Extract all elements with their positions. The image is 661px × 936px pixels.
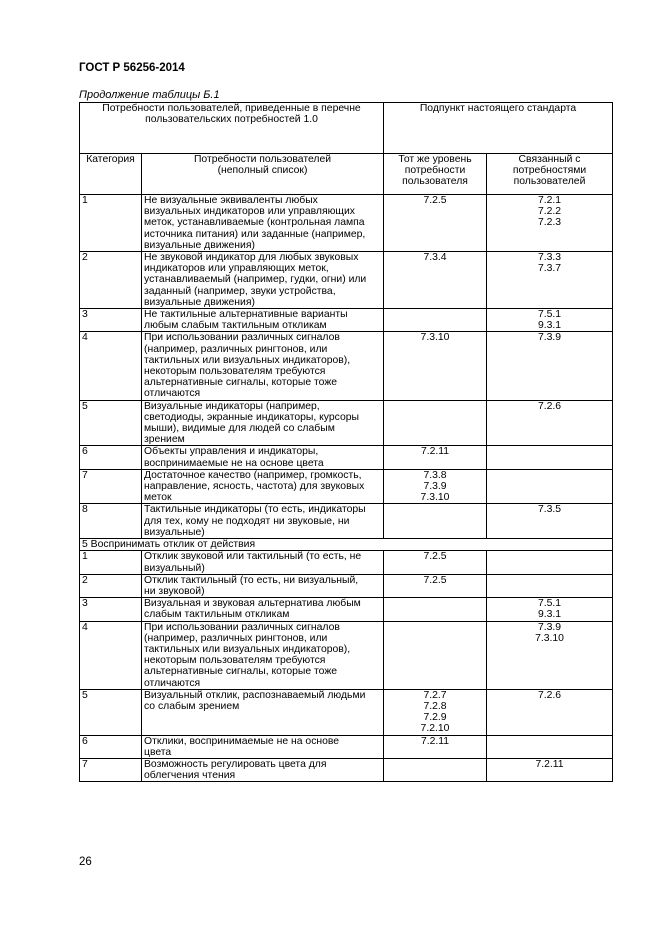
same-level-cell: 7.2.11 [384,735,487,758]
related-cell: 7.2.6 [487,689,613,735]
category-cell: 2 [80,574,142,597]
need-cell: Объекты управления и индикаторы, воспринимаемые не на основе цвета [142,446,384,469]
need-cell: Визуальный отклик, распознаваемый людьми со слабым зрением [142,689,384,735]
table-body [80,195,613,782]
same-level-cell [384,598,487,621]
same-level-cell: 7.3.8 7.3.9 7.3.10 [384,469,487,504]
need-cell: Возможность регулировать цвета для облегчения чтения [142,758,384,781]
table-row [80,446,613,469]
same-level-cell: 7.2.11 [384,446,487,469]
category-cell: 6 [80,735,142,758]
category-cell: 4 [80,621,142,689]
table-row [80,195,613,252]
need-cell: Визуальные индикаторы (например, светодиоды, экранные индикаторы, курсоры мыши), видимые для людей со слабым зрением [142,400,384,446]
related-cell: 7.3.9 7.3.10 [487,621,613,689]
related-cell [487,446,613,469]
category-cell: 8 [80,504,142,539]
category-cell: 7 [80,469,142,504]
table-row [80,252,613,309]
same-level-cell [384,504,487,539]
related-cell [487,574,613,597]
related-cell: 7.2.1 7.2.2 7.2.3 [487,195,613,252]
need-cell: Не звуковой индикатор для любых звуковых индикаторов или управляющих меток, устанавливаемый (например, гудки, огни) или заданный (например, звуки устройства, визуальные движения) [142,252,384,309]
need-cell: Отклик звуковой или тактильный (то есть, не визуальный) [142,551,384,574]
need-cell: Визуальная и звуковая альтернатива любым слабым тактильным откликам [142,598,384,621]
related-cell [487,735,613,758]
same-level-cell: 7.2.5 [384,574,487,597]
need-cell: Достаточное качество (например, громкость, направление, ясность, частота) для звуковых меток [142,469,384,504]
need-cell: Не тактильные альтернативные варианты любым слабым тактильным откликам [142,309,384,332]
related-cell: 7.3.5 [487,504,613,539]
category-cell: 7 [80,758,142,781]
table-row [80,504,613,539]
need-cell: Отклик тактильный (то есть, ни визуальный, ни звуковой) [142,574,384,597]
need-cell: Тактильные индикаторы (то есть, индикаторы для тех, кому не подходят ни звуковые, ни визуальные) [142,504,384,539]
category-cell: 1 [80,195,142,252]
need-cell: Не визуальные эквиваленты любых визуальных индикаторов или управляющих меток, устанавливаемые (контрольная лампа источника питания) или заданные (например, визуальные движения) [142,195,384,252]
header-row-top [80,103,613,154]
same-level-cell [384,621,487,689]
category-cell: 3 [80,598,142,621]
header-row-columns [80,154,613,195]
table-row [80,689,613,735]
table-row [80,758,613,781]
same-level-cell [384,309,487,332]
header-same-level: Тот же уровень потребности пользователя [384,154,487,195]
page-number: 26 [79,856,92,868]
need-cell: Отклики, воспринимаемые не на основе цвета [142,735,384,758]
table-row [80,551,613,574]
header-user-needs: Потребности пользователей (неполный список) [142,154,384,195]
related-cell: 7.2.11 [487,758,613,781]
table-caption: Продолжение таблицы Б.1 [79,89,220,101]
table-row [80,309,613,332]
same-level-cell: 7.2.5 [384,195,487,252]
section-title: 5 Воспринимать отклик от действия [80,539,613,551]
related-cell: 7.5.1 9.3.1 [487,309,613,332]
document-code: ГОСТ Р 56256-2014 [79,62,185,74]
table-row [80,574,613,597]
same-level-cell [384,758,487,781]
header-related: Связанный с потребностями пользователей [487,154,613,195]
related-cell: 7.5.1 9.3.1 [487,598,613,621]
category-cell: 4 [80,332,142,400]
header-category: Категория [80,154,142,195]
same-level-cell: 7.3.4 [384,252,487,309]
requirements-table [79,102,613,782]
same-level-cell: 7.2.5 [384,551,487,574]
need-cell: При использовании различных сигналов (например, различных рингтонов, или тактильных или визуальных индикаторов), некоторым пользователям требуются альтернативные сигналы, которые тоже отличаются [142,332,384,400]
related-cell: 7.2.6 [487,400,613,446]
category-cell: 5 [80,689,142,735]
table-row [80,400,613,446]
table-head [80,103,613,195]
category-cell: 3 [80,309,142,332]
related-cell: 7.3.9 [487,332,613,400]
related-cell [487,469,613,504]
header-standard-subclause: Подпункт настоящего стандарта [384,103,613,154]
same-level-cell [384,400,487,446]
section-row [80,539,613,551]
table-row [80,621,613,689]
table-row [80,469,613,504]
related-cell [487,551,613,574]
table-row [80,598,613,621]
category-cell: 6 [80,446,142,469]
related-cell: 7.3.3 7.3.7 [487,252,613,309]
category-cell: 1 [80,551,142,574]
same-level-cell: 7.2.7 7.2.8 7.2.9 7.2.10 [384,689,487,735]
table-row [80,735,613,758]
category-cell: 2 [80,252,142,309]
same-level-cell: 7.3.10 [384,332,487,400]
table-row [80,332,613,400]
need-cell: При использовании различных сигналов (например, различных рингтонов, или тактильных или визуальных индикаторов), некоторым пользователям требуются альтернативные сигналы, которые тоже отличаются [142,621,384,689]
header-user-needs-list: Потребности пользователей, приведенные в перечне пользовательских потребностей 1.0 [80,103,384,154]
category-cell: 5 [80,400,142,446]
